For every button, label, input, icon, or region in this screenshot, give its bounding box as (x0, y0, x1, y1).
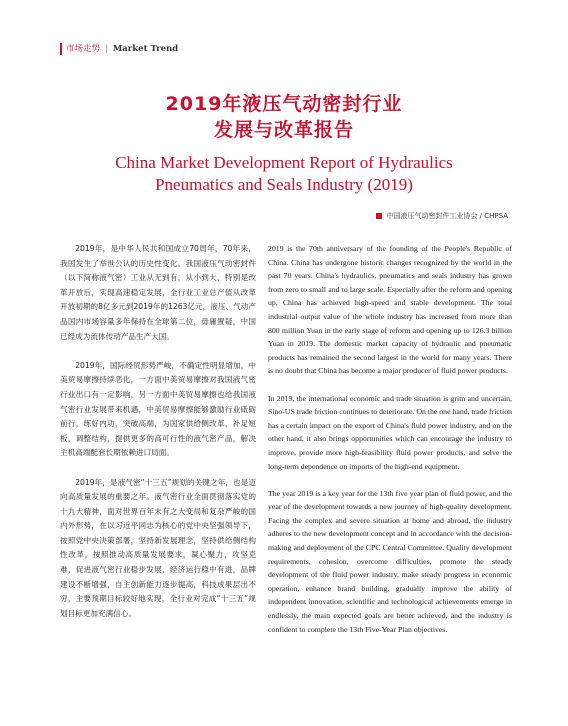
section-label-en: Market Trend (112, 44, 179, 54)
section-separator: | (105, 44, 108, 54)
section-tag (60, 42, 178, 56)
section-accent-bar (60, 43, 62, 55)
byline (376, 211, 508, 221)
section-label-cn: 市场走势 (66, 44, 101, 54)
title-en-line1: China Market Development Report of Hydraulics (115, 153, 453, 172)
byline-text: 中国液压气动密封件工业协会 / CHPSA (386, 212, 508, 220)
english-paragraph-3: The year 2019 is a key year for the 13th five year plan of fluid power, and the year of the development towards a new journey of high-quality development. Facing the complex and severe situation at home and abroad, the industry adheres to the new development concept and in accordance with the decision-making and deployment of the CPC Central Committee. Quality development requirements, cohesion, overcome difficulties, promote the steady development of the fluid power industry, make steady progress in economic operation, enhance brand building, gradually improve the ability of independent innovation, scientific and technological achievements emerge in endlessly, the main expected goals are better achieved, and the industry is confident to complete the 13th Five-Year Plan objectives. (268, 488, 512, 634)
chinese-paragraph-3: 2019年，是液气密“十三五”规划的关键之年，也是迈向高质量发展的重要之年。液气密行业全面贯彻落实党的十九大精神，面对世界百年未有之大变局和复杂严峻的国内外形势，在以习近平同志为核心的党中央坚强领导下，按照党中央决策部署，坚持新发展理念，坚持供给侧结构性改革，按照推动高质量发展要求，凝心聚力，攻坚克难，促进液气密行业稳步发展，经济运行稳中有进，品牌建设不断增强，自主创新能力逐步提高，科技成果层出不穷，主要预期目标较好地实现，全行业对完成“十三五”规划目标更加充满信心。 (60, 477, 256, 618)
title-cn-line1: 2019年液压气动密封行业 (165, 93, 403, 115)
chinese-paragraph-1: 2019年，是中华人民共和国成立70周年，70年来，我国发生了举世公认的历史性变化。我国液压气动密封件（以下简称液气密）工业从无到有，从小到大，特别是改革开放后，实现高速稳定发展，全行业工业总产值从改革开放初期的8亿多元到2019年的1263亿元，液压、气动产品国内市场容量多年保持在全球第二位，毋庸置疑，中国已经成为流体传动产品生产大国。 (60, 244, 256, 341)
english-column (268, 242, 512, 714)
chinese-paragraph-2: 2019年，国际经贸形势严峻，不确定性明显增加，中美贸易摩擦持续恶化，一方面中美贸易摩擦对我国液气密行业出口有一定影响，另一方面中美贸易摩擦也给我国液气密行业发展带来机遇，中美贸易摩擦能够激励行业砥砺前行，练好内功，突破高端，为国家供给侧改革，补足短板，调整结构，提供更多的高可行性的液气密产品，解决主机高端配套长期依赖进口局面。 (60, 360, 256, 458)
chinese-column (60, 242, 256, 712)
title-cn-line2: 发展与改革报告 (213, 119, 354, 141)
byline-square-icon (376, 213, 382, 219)
english-paragraph-2: In 2019, the international economic and trade situation is grim and uncertain, Sino-US trade friction continues to deteriorate. On the one hand, trade friction has a certain impact on the export of China's fluid power industry, and on the other hand, it also brings opportunities which can encourage the industry to improve, provide more high-feasibility fluid power products, and solve the long-term dependence on imports of the high-end equipment. (268, 393, 512, 471)
english-paragraph-1: 2019 is the 70th anniversary of the founding of the People's Republic of China. China has undergone historic changes recognized by the world in the past 70 years. China's hydraulics, pneumatics and seals industry has grown from zero to small and to large scale. Especially after the reform and opening up, China has achieved high-speed and stable development. The total industrial output value of the whole industry has increased from more than 800 million Yuan in the early stage of reform and opening up to 126.3 billion Yuan in 2019. The domestic market capacity of hydraulic and pneumatic products has remained the second largest in the world for many years. There is no doubt that China has become a major producer of fluid power products. (268, 244, 512, 376)
title-en-line2: Pneumatics and Seals Industry (2019) (155, 175, 413, 194)
